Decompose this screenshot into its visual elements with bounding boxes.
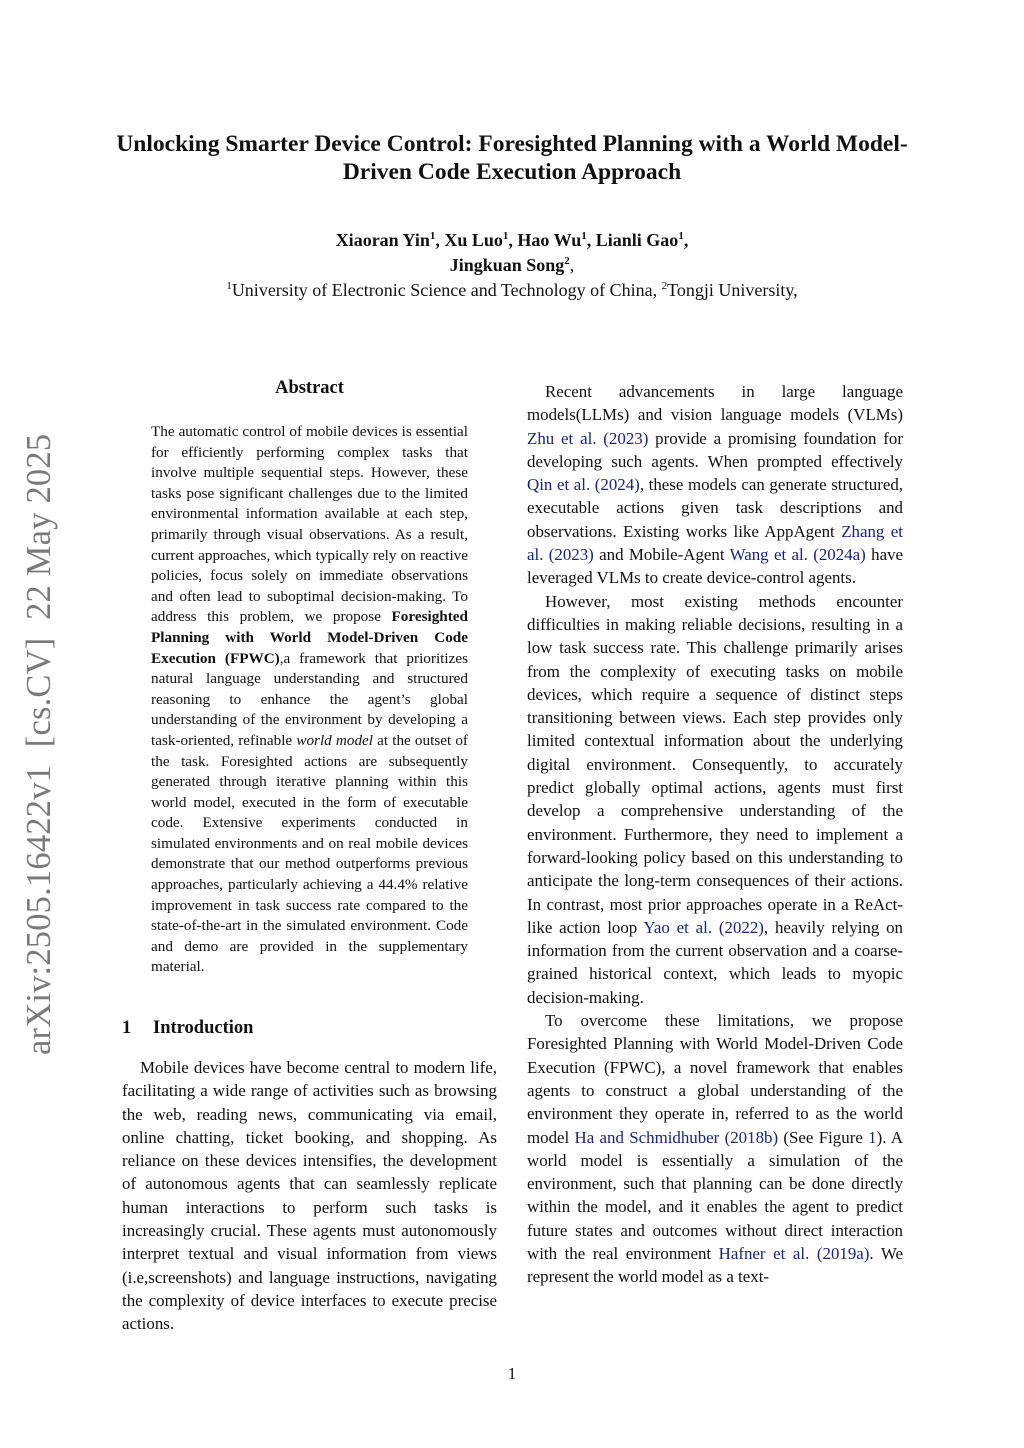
citation-link[interactable]: Yao et al. (2022): [643, 917, 764, 937]
text-run: provide a promising foundation for developing such agents. When prompted effectively: [527, 428, 903, 471]
text-run: . We represent the world model as a text-: [527, 1243, 904, 1287]
text-run: , heavily relying on information from the current observation and a coarse-grained historical context, which leads to myopic decision-making.: [527, 917, 904, 1007]
citation-link[interactable]: Wang et al. (2024a): [729, 545, 866, 565]
citation-link[interactable]: Qin et al. (2024): [527, 475, 640, 495]
citation-link[interactable]: Ha and Schmidhuber (2018b): [574, 1127, 779, 1147]
author-names: Xiaoran Yin$^1$, Xu Luo$^1$, Hao Wu$^1$, Lianli Gao$^1$, Jingkuan Song$^2$,: [335, 230, 689, 275]
method-name: Foresighted Planning with World Model-Driven Code Execution (FPWC): [151, 608, 468, 667]
text-run: To overcome these limitations, we propose Foresighted Planning with World Model-Driven Code Execution (FPWC), a novel framework that enables agents to construct a global understanding of the environment they operate in, referred to as the world model: [527, 1011, 903, 1147]
paragraph: [527, 1009, 903, 1289]
affiliation-mark: 1: [678, 230, 684, 242]
paragraph: [527, 380, 903, 590]
affiliations: [100, 278, 924, 303]
page-number: 1: [507, 1364, 517, 1383]
text-run: and Mobile-Agent: [593, 545, 730, 565]
author-name: Hao Wu: [517, 230, 582, 250]
citation-link[interactable]: Zhu et al. (2023): [527, 428, 649, 448]
abstract-text: [151, 422, 468, 978]
affiliation-mark: 1: [226, 280, 232, 292]
arxiv-identifier: arXiv:2505.16422v1 [cs.CV] 22 May 2025: [20, 433, 58, 1055]
affiliation-2: Tongji University,: [667, 280, 798, 300]
right-column: [527, 380, 903, 1289]
text-run: (See Figure: [778, 1127, 869, 1147]
text-run: Recent advancements in large language models(LLMs) and vision language models (VLMs): [527, 382, 903, 425]
abstract-part: at the outset of the task. Foresighted actions are subsequently generated through iterative planning within this world model, executed in the form of executable code. Extensive experiments conducted in simulated environments and on real mobile devices demonstrate that our method outperforms previous approaches, particularly achieving a 44.4% relative improvement in task success rate compared to the state-of-the-art in the simulated environment. Code and demo are provided in the supplementary material.: [151, 731, 468, 976]
affiliation-1: University of Electronic Science and Technology of China,: [231, 280, 658, 300]
citation-link[interactable]: Zhang et al. (2023): [527, 521, 903, 565]
world-model-term: world model: [296, 731, 374, 749]
section-number: 1: [122, 1018, 132, 1038]
section-title: Introduction: [153, 1018, 254, 1038]
intro-left-column: [122, 1056, 497, 1336]
text-run: , these models can generate structured, executable actions given task descriptions and observations. Existing works like AppAgent: [527, 475, 903, 541]
author-block: [100, 228, 924, 303]
affiliation-mark: 1: [581, 230, 587, 242]
affiliation-mark: 2: [661, 280, 668, 292]
text-run: ). A world model is essentially a simulation of the environment, such that planning can be done directly within the model, and it enables the agent to predict future states and outcomes without direct interaction with the real environment: [527, 1127, 903, 1263]
author-name: Jingkuan Song: [449, 255, 565, 275]
author-name: Xu Luo: [444, 230, 503, 250]
affiliation-mark: 1: [502, 230, 509, 242]
section-heading: [122, 1018, 502, 1039]
paragraph: Mobile devices have become central to modern life, facilitating a wide range of activities such as browsing the web, reading news, communicating via email, online chatting, ticket booking, and shopping. As reliance on these devices intensifies, the development of autonomous agents that can seamlessly replicate human interactions to perform such tasks is increasingly crucial. These agents must autonomously interpret textual and visual information from views (i.e,screenshots) and language instructions, navigating the complexity of device interfaces to execute precise actions.: [122, 1058, 497, 1334]
text-run: However, most existing methods encounter difficulties in making reliable decisions, resulting in a low task success rate. This challenge primarily arises from the complexity of executing tasks on mobile devices, which require a sequence of distinct steps transitioning between views. Each step provides only limited contextual information about the underlying digital environment. Consequently, to accurately predict globally optimal actions, agents must first develop a comprehensive understanding of the environment. Furthermore, they need to implement a forward-looking policy based on this understanding to anticipate the long-term consequences of their actions. In contrast, most prior approaches operate in a ReAct-like action loop: [527, 591, 903, 937]
paragraph: [527, 590, 903, 1009]
abstract-part: ,a framework that prioritizes natural language understanding and structured reasoning to enhance the agent’s global understanding of the environment by developing a task-oriented, refinable: [151, 649, 468, 749]
affiliation-mark: 1: [429, 230, 436, 242]
abstract-heading: Abstract: [275, 378, 344, 398]
citation-link[interactable]: Hafner et al. (2019a): [718, 1243, 870, 1263]
figure-ref-link[interactable]: 1: [868, 1127, 877, 1147]
paper-title: Unlocking Smarter Device Control: Foresighted Planning with a World Model-Driven Code Execution Approach: [116, 131, 908, 185]
affiliation-mark: 2: [564, 255, 570, 267]
abstract-part: The automatic control of mobile devices is essential for efficiently performing complex tasks that involve multiple sequential steps. However, these tasks pose significant challenges due to the limited environmental information available at each step, primarily through visual observations. As a result, current approaches, which typically rely on reactive policies, focus solely on immediate observations and often lead to suboptimal decision-making. To address this problem, we propose: [151, 423, 468, 626]
text-run: have leveraged VLMs to create device-control agents.: [527, 545, 904, 588]
author-name: Xiaoran Yin: [335, 230, 430, 250]
author-name: Lianli Gao: [595, 230, 679, 250]
